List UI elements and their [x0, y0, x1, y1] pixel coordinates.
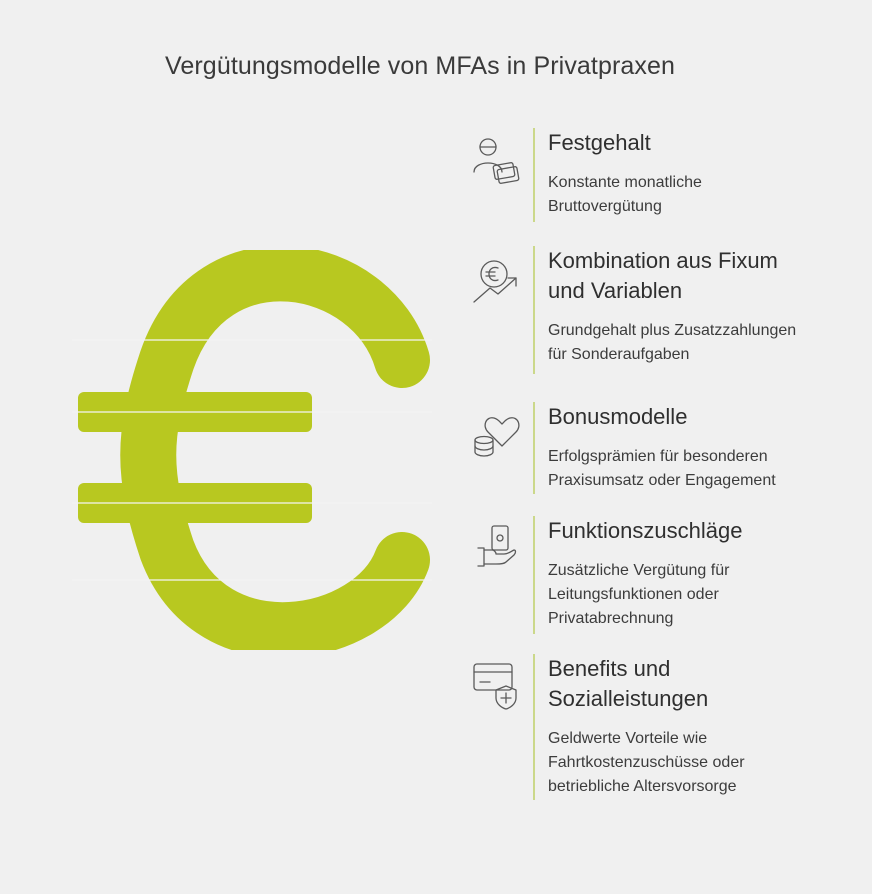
list-item-kombination [470, 246, 870, 376]
hand-money-icon [470, 518, 526, 574]
item-description-line: betriebliche Altersvorsorge [548, 778, 737, 795]
item-heading-line: Sozialleistungen [548, 686, 709, 711]
item-description-line: Privatabrechnung [548, 610, 674, 627]
item-heading: Funktionszuschläge [548, 518, 743, 543]
item-heading-line: und Variablen [548, 278, 683, 303]
item-heading: Bonusmodelle [548, 404, 688, 429]
list-item-benefits [470, 654, 870, 800]
card-shield-icon [470, 656, 526, 712]
page-title: Vergütungsmodelle von MFAs in Privatpraxen [164, 52, 676, 80]
item-description-line: für Sonderaufgaben [548, 346, 690, 363]
item-description-line: Bruttovergütung [548, 198, 662, 215]
heart-coins-icon [470, 406, 526, 462]
item-description-line: Geldwerte Vorteile wie [548, 730, 708, 747]
item-description-line: Praxisumsatz oder Engagement [548, 472, 776, 489]
divider [533, 246, 535, 374]
divider [533, 654, 535, 800]
item-heading-line: Kombination aus Fixum [548, 248, 778, 273]
divider [533, 128, 535, 222]
item-description-line: Konstante monatliche [548, 174, 702, 191]
divider [533, 516, 535, 634]
item-description-line: Leitungsfunktionen oder [548, 586, 719, 603]
item-description-line: Erfolgsprämien für besonderen [548, 448, 768, 465]
item-heading: Festgehalt [548, 130, 651, 155]
list-item-bonusmodelle [470, 402, 870, 494]
item-description-line: Grundgehalt plus Zusatzzahlungen [548, 322, 797, 339]
item-heading-line: Benefits und [548, 656, 671, 681]
list-item-festgehalt [470, 128, 870, 224]
item-description-line: Fahrtkostenzuschüsse oder [548, 754, 745, 771]
divider [533, 402, 535, 494]
euro-growth-icon [470, 252, 526, 308]
employee-salary-icon [470, 132, 526, 188]
list-item-funktionszuschlaege [470, 516, 870, 634]
euro-sign-icon [72, 250, 432, 650]
item-description-line: Zusätzliche Vergütung für [548, 562, 730, 579]
